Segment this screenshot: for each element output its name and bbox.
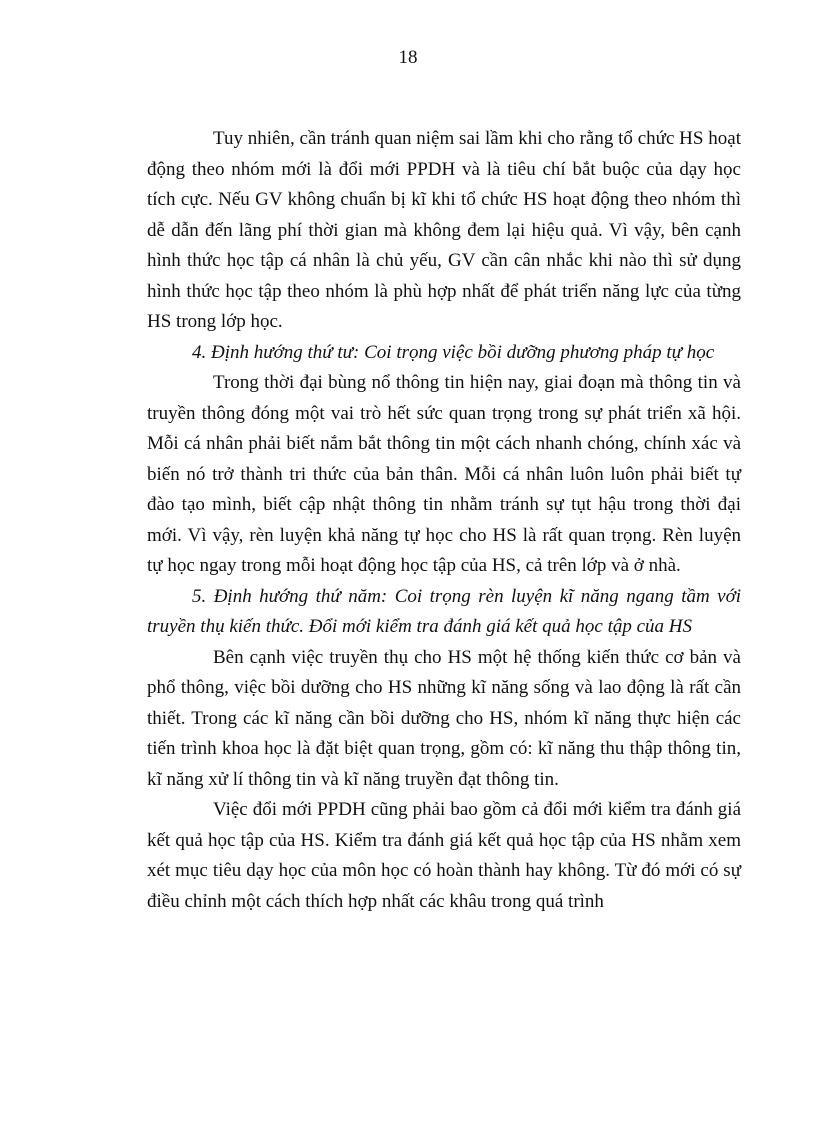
heading-orientation-5: 5. Định hướng thứ năm: Coi trọng rèn luyện kĩ năng ngang tầm với truyền thụ kiến thức. Đổi mới kiểm tra đánh giá kết quả học tập của HS	[147, 585, 741, 637]
paragraph-self-study: Trong thời đại bùng nổ thông tin hiện nay, giai đoạn mà thông tin và truyền thông đóng một vai trò hết sức quan trọng trong sự phát triển xã hội. Mỗi cá nhân phải biết nắm bắt thông tin một cách nhanh chóng, chính xác và biến nó trở thành tri thức của bản thân. Mỗi cá nhân luôn luôn phải biết tự đào tạo mình, biết cập nhật thông tin nhằm tránh sự tụt hậu trong thời đại mới. Vì vậy, rèn luyện khả năng tự học cho HS là rất quan trọng. Rèn luyện tự học ngay trong mỗi hoạt động học tập của HS, cả trên lớp và ở nhà.	[147, 372, 741, 576]
paragraph-skills: Bên cạnh việc truyền thụ cho HS một hệ thống kiến thức cơ bản và phổ thông, việc bồi dưỡng cho HS những kĩ năng sống và lao động là rất cần thiết. Trong các kĩ năng cần bồi dưỡng cho HS, nhóm kĩ năng thực hiện các tiến trình khoa học là đặt biệt quan trọng, gồm có: kĩ năng thu thập thông tin, kĩ năng xử lí thông tin và kĩ năng truyền đạt thông tin.	[147, 646, 741, 790]
page-number: 18	[398, 47, 418, 68]
paragraph-assessment: Việc đổi mới PPDH cũng phải bao gồm cả đổi mới kiểm tra đánh giá kết quả học tập của HS. Kiểm tra đánh giá kết quả học tập của HS nhằm xem xét mục tiêu dạy học của môn học có hoàn thành hay không. Từ đó mới có sự điều chỉnh một cách thích hợp nhất các khâu trong quá trình	[147, 799, 741, 912]
heading-orientation-4: 4. Định hướng thứ tư: Coi trọng việc bồi dưỡng phương pháp tự học	[192, 341, 715, 363]
document-body	[147, 124, 741, 917]
paragraph-group-work-caution: Tuy nhiên, cần tránh quan niệm sai lầm khi cho rằng tổ chức HS hoạt động theo nhóm mới là đổi mới PPDH và là tiêu chí bắt buộc của dạy học tích cực. Nếu GV không chuẩn bị kĩ khi tổ chức HS hoạt động theo nhóm thì dễ dẫn đến lãng phí thời gian mà không đem lại hiệu quả. Vì vậy, bên cạnh hình thức học tập cá nhân là chủ yếu, GV cần cân nhắc khi nào thì sử dụng hình thức học tập theo nhóm là phù hợp nhất để phát triển năng lực của từng HS trong lớp học.	[147, 128, 741, 332]
